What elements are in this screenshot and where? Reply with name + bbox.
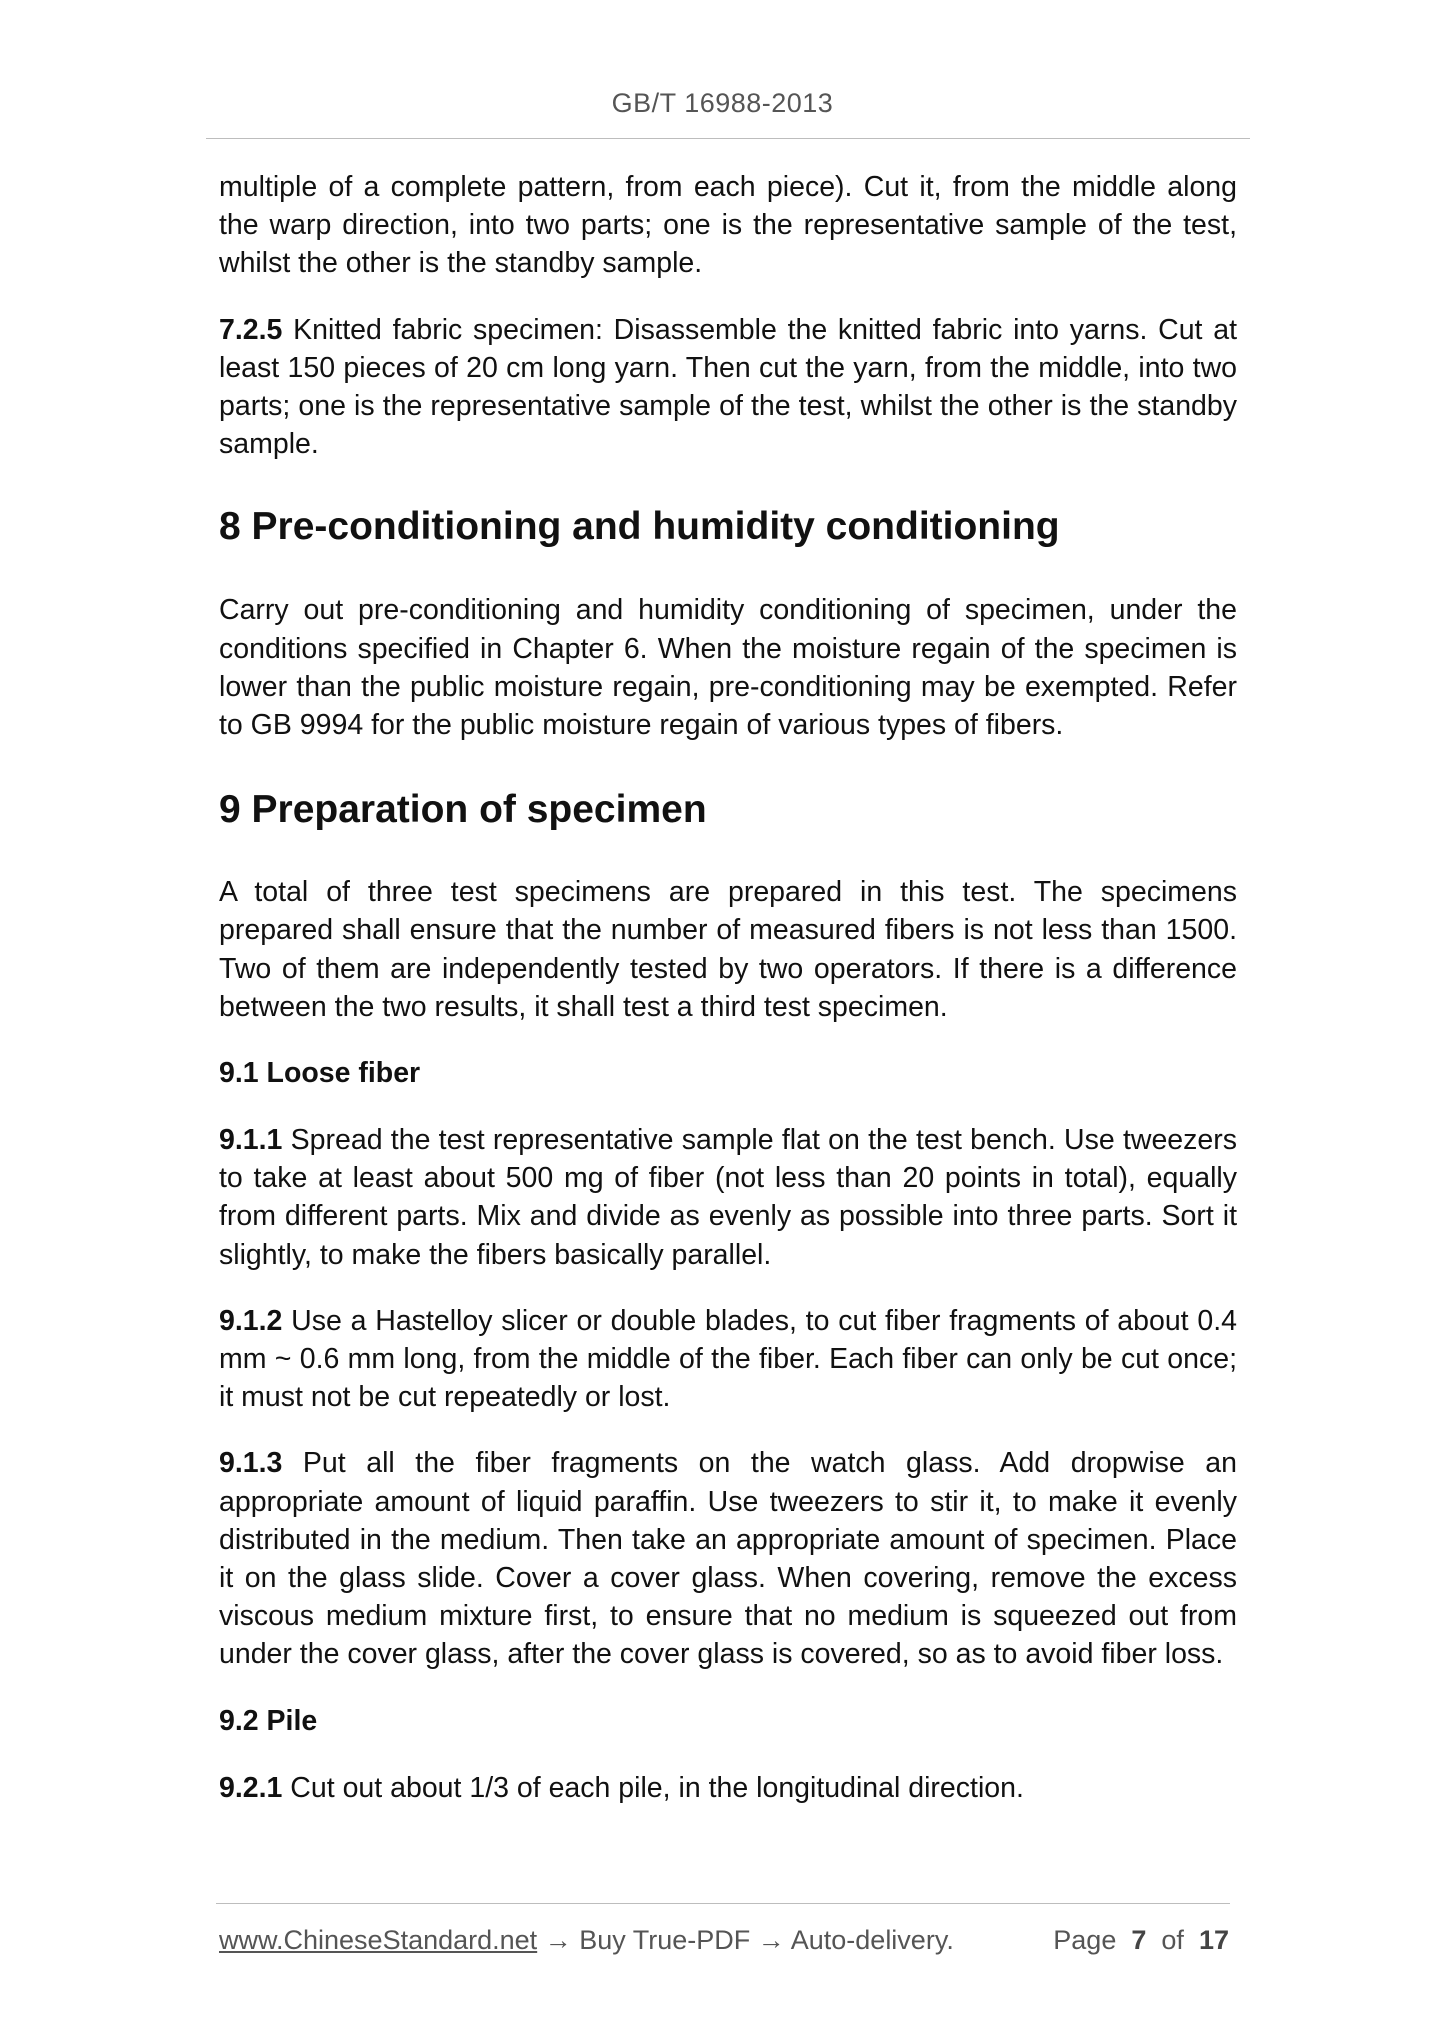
- footer-tagline: → Buy True-PDF → Auto-delivery.: [537, 1925, 954, 1955]
- page-indicator: [1053, 1925, 1229, 1956]
- clause-number: 9.1.1: [219, 1124, 283, 1157]
- footer-promo: [219, 1925, 954, 1956]
- page-number: 7: [1131, 1925, 1147, 1955]
- section-9-title: 9 Preparation of specimen: [219, 788, 707, 832]
- section-8-paragraph: Carry out pre-conditioning and humidity conditioning of specimen, under the conditions specified in Chapter 6. When the moisture regain of the specimen is lower than the public moisture regain, pre-conditioning may be exempted. Refer to GB 9994 for the public moisture regain of various types of fibers.: [219, 594, 1237, 742]
- clause-text: Cut out about 1/3 of each pile, in the longitudinal direction.: [282, 1771, 1024, 1804]
- subsection-9-1-title: 9.1 Loose fiber: [219, 1057, 421, 1090]
- clause-9-1-3: [219, 1444, 1237, 1673]
- clause-7-2-5: [219, 311, 1237, 464]
- clause-9-2-1: [219, 1769, 1237, 1807]
- clause-number: 9.1.2: [219, 1304, 283, 1337]
- page-label: Page: [1053, 1925, 1117, 1955]
- website-link[interactable]: www.ChineseStandard.net: [219, 1925, 538, 1955]
- clause-number: 9.1.3: [219, 1447, 283, 1480]
- clause-number: 7.2.5: [219, 313, 283, 346]
- page-total: 17: [1198, 1925, 1229, 1955]
- clause-9-1-1: [219, 1121, 1237, 1274]
- clause-text: Put all the fiber fragments on the watch glass. Add dropwise an appropriate amount of liquid paraffin. Use tweezers to stir it, to make it evenly distributed in the medium. Then take an appropriate amount of specimen. Place it on the glass slide. Cover a cover glass. When covering, remove the excess viscous medium mixture first, to ensure that no medium is squeezed out from under the cover glass, after the cover glass is covered, so as to avoid fiber loss.: [219, 1447, 1237, 1671]
- clause-text: Spread the test representative sample flat on the test bench. Use tweezers to take at least about 500 mg of fiber (not less than 20 points in total), equally from different parts. Mix and divide as evenly as possible into three parts. Sort it slightly, to make the fibers basically parallel.: [219, 1124, 1237, 1271]
- section-9-paragraph: A total of three test specimens are prepared in this test. The specimens prepared shall ensure that the number of measured fibers is not less than 1500. Two of them are independently tested by two operators. If there is a difference between the two results, it shall test a third test specimen.: [219, 876, 1237, 1023]
- clause-9-1-2: [219, 1302, 1237, 1417]
- continued-paragraph: multiple of a complete pattern, from each piece). Cut it, from the middle along the warp direction, into two parts; one is the representative sample of the test, whilst the other is the standby sample.: [219, 171, 1237, 280]
- clause-text: Use a Hastelloy slicer or double blades, to cut fiber fragments of about 0.4 mm ~ 0.6 mm long, from the middle of the fiber. Each fiber can only be cut once; it must not be cut repeatedly or lost.: [219, 1304, 1237, 1414]
- page-content: [219, 168, 1237, 1807]
- page-footer: [219, 1925, 1229, 1956]
- section-8-title: 8 Pre-conditioning and humidity conditioning: [219, 505, 1060, 549]
- footer-divider: [216, 1903, 1230, 1904]
- header-divider: [206, 138, 1250, 139]
- clause-text: Knitted fabric specimen: Disassemble the knitted fabric into yarns. Cut at least 150 pieces of 20 cm long yarn. Then cut the yarn, from the middle, into two parts; one is the representative sample of the test, whilst the other is the standby sample.: [219, 313, 1237, 461]
- clause-number: 9.2.1: [219, 1771, 283, 1804]
- of-label: of: [1161, 1925, 1184, 1955]
- document-header: GB/T 16988-2013: [611, 88, 834, 118]
- subsection-9-2-title: 9.2 Pile: [219, 1704, 318, 1737]
